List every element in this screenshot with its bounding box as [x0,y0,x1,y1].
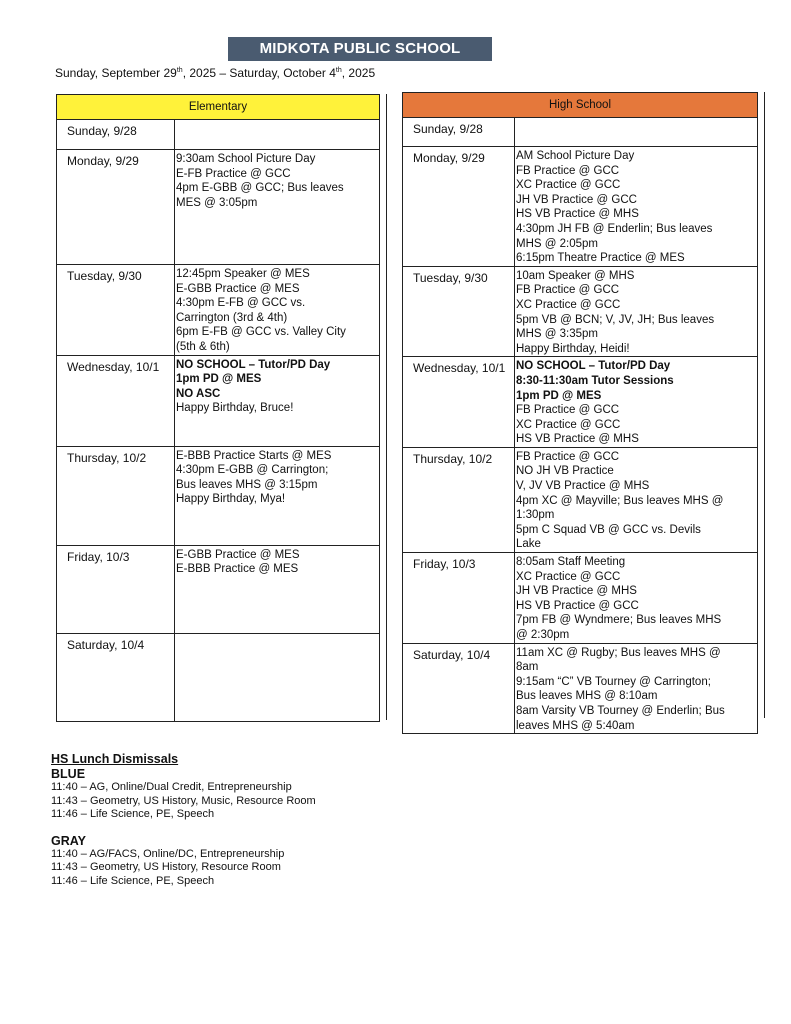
event-line: 7pm FB @ Wyndmere; Bus leaves MHS [516,614,722,627]
event-line: 8:05am Staff Meeting [516,556,626,569]
event-line: XC Practice @ GCC [516,179,621,192]
event-line: E-FB Practice @ GCC [176,167,291,180]
date-range: Sunday, September 29th, 2025 – Saturday, October 4th, 2025 [55,66,376,80]
event-line: FB Practice @ GCC [516,450,620,463]
day-label: Sunday, 9/28 [57,120,175,150]
day-events [175,446,380,545]
event-line: Carrington (3rd & 4th) [176,311,288,324]
elementary-header: Elementary [57,95,380,120]
event-line: XC Practice @ GCC [516,570,621,583]
day-events [175,355,380,446]
event-line: V, JV VB Practice @ MHS [516,480,650,493]
event-line: Happy Birthday, Mya! [176,493,286,506]
event-line: MES @ 3:05pm [176,196,258,209]
event-line: E-GBB Practice @ MES [176,548,300,561]
event-line: NO SCHOOL – Tutor/PD Day [176,358,331,371]
day-events [175,265,380,356]
high-school-header: High School [403,93,758,118]
table-frame-line [764,92,765,718]
day-label: Sunday, 9/28 [403,118,515,147]
day-events [175,633,380,721]
lunch-item: 11:43 – Geometry, US History, Resource Room [51,861,281,873]
event-line: 11am XC @ Rugby; Bus leaves MHS @ [516,646,721,659]
day-events [515,357,758,448]
event-line: Bus leaves MHS @ 3:15pm [176,478,318,491]
event-line: (5th & 6th) [176,340,230,353]
event-line: MHS @ 3:35pm [516,328,598,341]
event-line: 1:30pm [516,509,555,522]
event-line: 6:15pm Theatre Practice @ MES [516,252,685,265]
lunch-heading: HS Lunch Dismissals [51,752,179,766]
lunch-item: 11:40 – AG/FACS, Online/DC, Entrepreneurship [51,847,285,860]
event-line: 8am Varsity VB Tourney @ Enderlin; Bus [516,704,725,717]
lunch-item: 11:46 – Life Science, PE, Speech [51,808,215,820]
event-line: NO ASC [176,387,221,400]
day-events [175,150,380,265]
event-line: Lake [516,538,541,551]
event-line: Happy Birthday, Heidi! [516,342,630,355]
lunch-item: 11:40 – AG, Online/Dual Credit, Entrepreneurship [51,781,292,793]
day-events [515,118,758,147]
high-school-schedule-table [402,92,758,734]
day-label: Friday, 10/3 [57,545,175,633]
event-line: 10am Speaker @ MHS [516,269,635,282]
event-line: 9:30am School Picture Day [176,153,316,165]
day-label: Monday, 9/29 [57,150,175,265]
event-line: FB Practice @ GCC [516,404,620,417]
event-line: E-BBB Practice Starts @ MES [176,449,332,462]
day-events [515,147,758,267]
event-line: 1pm PD @ MES [516,389,602,402]
day-events [515,266,758,357]
day-label: Saturday, 10/4 [403,643,515,734]
event-line: 4:30pm E-GBB @ Carrington; [176,464,329,477]
day-events [515,447,758,552]
lunch-item: 11:46 – Life Science, PE, Speech [51,874,215,887]
day-events [175,120,380,150]
event-line: HS VB Practice @ MHS [516,208,639,221]
event-line: JH VB Practice @ MHS [516,585,637,598]
event-line: 8am [516,661,539,674]
event-line: FB Practice @ GCC [516,284,620,297]
group-label-gray: GRAY [51,833,86,848]
day-label: Saturday, 10/4 [57,633,175,721]
event-line: 4pm XC @ Mayville; Bus leaves MHS @ [516,494,724,507]
event-line: 9:15am “C” VB Tourney @ Carrington; [516,675,711,688]
event-line: 6pm E-FB @ GCC vs. Valley City [176,326,346,339]
event-line: 1pm PD @ MES [176,373,262,386]
page-title: MIDKOTA PUBLIC SCHOOL [228,37,492,61]
event-line: NO SCHOOL – Tutor/PD Day [516,360,671,373]
day-label: Friday, 10/3 [403,553,515,644]
lunch-item: 11:43 – Geometry, US History, Music, Resource Room [51,794,316,807]
event-line: @ 2:30pm [516,629,570,641]
event-line: AM School Picture Day [516,150,635,162]
day-label: Wednesday, 10/1 [403,357,515,448]
event-line: 5pm C Squad VB @ GCC vs. Devils [516,523,701,536]
event-line: JH VB Practice @ GCC [516,193,637,206]
day-label: Thursday, 10/2 [57,446,175,545]
day-events [175,545,380,633]
event-line: NO JH VB Practice [516,465,614,478]
day-label: Wednesday, 10/1 [57,355,175,446]
day-label: Tuesday, 9/30 [403,266,515,357]
lunch-dismissals [51,752,316,888]
event-line: FB Practice @ GCC [516,164,620,177]
elementary-schedule-table [56,94,380,722]
event-line: 4pm E-GBB @ GCC; Bus leaves [176,182,344,195]
day-events [515,643,758,734]
event-line: E-GBB Practice @ MES [176,282,300,295]
day-label: Monday, 9/29 [403,147,515,267]
day-label: Thursday, 10/2 [403,447,515,552]
day-label: Tuesday, 9/30 [57,265,175,356]
event-line: Bus leaves MHS @ 8:10am [516,690,658,703]
event-line: HS VB Practice @ GCC [516,599,639,612]
event-line: XC Practice @ GCC [516,298,621,311]
event-line: Happy Birthday, Bruce! [176,402,294,415]
event-line: leaves MHS @ 5:40am [516,719,635,732]
event-line: E-BBB Practice @ MES [176,563,299,576]
event-line: 8:30-11:30am Tutor Sessions [516,374,674,387]
event-line: 4:30pm JH FB @ Enderlin; Bus leaves [516,222,713,235]
event-line: MHS @ 2:05pm [516,237,598,250]
event-line: XC Practice @ GCC [516,418,621,431]
day-events [515,553,758,644]
event-line: 4:30pm E-FB @ GCC vs. [176,297,306,310]
event-line: 12:45pm Speaker @ MES [176,268,310,280]
group-label-blue: BLUE [51,767,86,781]
event-line: HS VB Practice @ MHS [516,433,639,446]
table-frame-line [386,94,387,720]
event-line: 5pm VB @ BCN; V, JV, JH; Bus leaves [516,313,715,326]
